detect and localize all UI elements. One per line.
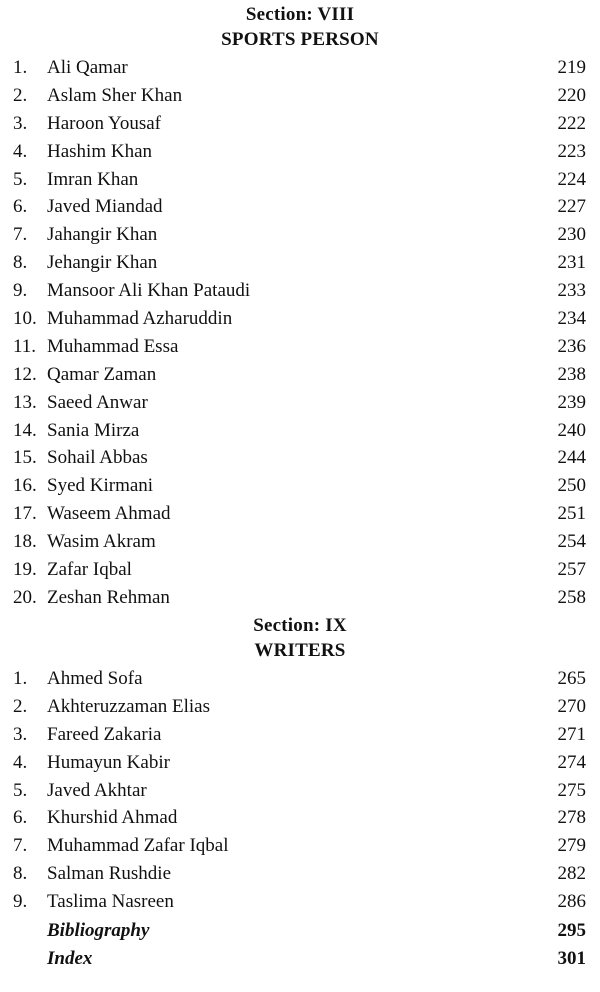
entry-page-number: 220 — [557, 84, 586, 106]
entry-number: 9. — [13, 891, 28, 913]
toc-entry — [0, 277, 600, 305]
entry-page-number: 244 — [557, 447, 586, 469]
toc-entry — [0, 665, 600, 693]
entry-name: Bibliography — [47, 920, 150, 941]
entry-number: 1. — [13, 668, 28, 689]
entry-number: 8. — [13, 863, 28, 885]
entry-page-number: 224 — [557, 168, 586, 190]
entry-page-number: 227 — [557, 196, 586, 218]
toc-entry — [0, 500, 600, 528]
toc-entry — [0, 721, 600, 749]
entry-name: Aslam Sher Khan — [47, 84, 183, 106]
entry-number: 5. — [13, 779, 28, 801]
entry-page-number: 270 — [557, 695, 586, 717]
entry-number: 3. — [13, 112, 28, 134]
entry-page-number: 257 — [557, 559, 586, 581]
entry-name: Imran Khan — [47, 168, 139, 190]
entry-number: 20. — [13, 586, 37, 608]
entry-name: Akhteruzzaman Elias — [47, 695, 211, 717]
entry-page-number: 254 — [557, 531, 586, 553]
entry-number: 5. — [13, 168, 28, 190]
entry-name: Sohail Abbas — [47, 447, 148, 469]
toc-entry — [0, 417, 600, 445]
entry-page-number: 301 — [557, 947, 586, 969]
toc-entry — [0, 138, 600, 166]
entry-page-number: 234 — [557, 308, 586, 330]
entry-name: Qamar Zaman — [47, 363, 157, 385]
section-8-list — [0, 54, 600, 612]
toc-entry — [0, 693, 600, 721]
entry-page-number: 240 — [557, 419, 586, 441]
entry-page-number: 231 — [557, 252, 586, 274]
toc-entry — [0, 305, 600, 333]
entry-name: Muhammad Zafar Iqbal — [47, 835, 229, 857]
entry-number: 8. — [13, 252, 28, 274]
entry-number: 14. — [13, 419, 37, 441]
entry-page-number: 279 — [557, 835, 586, 857]
entry-name: Taslima Nasreen — [47, 891, 174, 913]
toc-entry — [0, 82, 600, 110]
toc-entry — [0, 528, 600, 556]
section-9-heading: Section: IX — [253, 615, 347, 636]
entry-name: Javed Akhtar — [47, 779, 147, 801]
entry-number: 11. — [13, 335, 37, 357]
entry-number: 12. — [13, 363, 37, 385]
entry-number: 1. — [13, 57, 28, 78]
entry-number: 15. — [13, 447, 37, 469]
entry-page-number: 265 — [557, 668, 586, 689]
entry-page-number: 278 — [557, 807, 586, 829]
entry-number: 2. — [13, 695, 28, 717]
entry-page-number: 258 — [557, 586, 586, 608]
toc-entry — [0, 777, 600, 805]
entry-name: Ali Qamar — [47, 57, 128, 78]
entry-number: 2. — [13, 84, 28, 106]
entry-name: Mansoor Ali Khan Pataudi — [47, 280, 251, 302]
entry-number: 4. — [13, 140, 28, 162]
entry-name: Syed Kirmani — [47, 475, 154, 497]
back-matter-list — [0, 917, 600, 973]
entry-number: 9. — [13, 280, 28, 302]
entry-number: 4. — [13, 751, 28, 773]
entry-name: Zafar Iqbal — [47, 559, 132, 581]
entry-page-number: 238 — [557, 363, 586, 385]
toc-entry — [0, 945, 600, 973]
entry-name: Sania Mirza — [47, 419, 140, 441]
toc-entry — [0, 166, 600, 194]
entry-number: 19. — [13, 559, 37, 581]
entry-name: Index — [47, 947, 93, 969]
entry-page-number: 230 — [557, 224, 586, 246]
entry-page-number: 223 — [557, 140, 586, 162]
entry-page-number: 222 — [557, 112, 586, 134]
entry-name: Haroon Yousaf — [47, 112, 161, 134]
toc-entry — [0, 389, 600, 417]
entry-name: Hashim Khan — [47, 140, 153, 162]
entry-number: 3. — [13, 723, 28, 745]
entry-name: Wasim Akram — [47, 531, 156, 553]
entry-page-number: 236 — [557, 335, 586, 357]
entry-page-number: 295 — [557, 920, 586, 941]
entry-name: Javed Miandad — [47, 196, 163, 218]
entry-page-number: 239 — [557, 391, 586, 413]
entry-number: 18. — [13, 531, 37, 553]
toc-entry — [0, 54, 600, 82]
toc-entry — [0, 249, 600, 277]
entry-name: Zeshan Rehman — [47, 586, 170, 608]
toc-entry — [0, 832, 600, 860]
toc-entry — [0, 804, 600, 832]
entry-name: Salman Rushdie — [47, 863, 172, 885]
entry-number: 10. — [13, 308, 37, 330]
entry-page-number: 286 — [557, 891, 586, 913]
entry-number: 6. — [13, 196, 28, 218]
entry-name: Jehangir Khan — [47, 252, 158, 274]
entry-page-number: 251 — [557, 503, 586, 525]
entry-name: Ahmed Sofa — [47, 668, 143, 689]
section-8-heading: Section: VIII — [245, 4, 355, 25]
toc-entry — [0, 221, 600, 249]
entry-number: 17. — [13, 503, 37, 525]
toc-entry — [0, 749, 600, 777]
entry-page-number: 274 — [557, 751, 586, 773]
entry-page-number: 275 — [557, 779, 586, 801]
toc-entry — [0, 193, 600, 221]
entry-number: 7. — [13, 224, 28, 246]
entry-name: Waseem Ahmad — [47, 503, 171, 525]
toc-entry — [0, 556, 600, 584]
entry-page-number: 233 — [557, 280, 586, 302]
toc-entry — [0, 860, 600, 888]
section-9-title: WRITERS — [254, 640, 346, 661]
toc-entry — [0, 444, 600, 472]
entry-number: 16. — [13, 475, 37, 497]
toc-entry — [0, 888, 600, 916]
entry-number: 13. — [13, 391, 37, 413]
entry-name: Muhammad Azharuddin — [47, 308, 233, 330]
section-8-title: SPORTS PERSON — [221, 29, 379, 50]
entry-page-number: 271 — [557, 723, 586, 745]
entry-page-number: 282 — [557, 863, 586, 885]
entry-page-number: 250 — [557, 475, 586, 497]
entry-name: Saeed Anwar — [47, 391, 148, 413]
entry-number: 6. — [13, 807, 28, 829]
toc-entry — [0, 917, 600, 945]
toc-entry — [0, 333, 600, 361]
entry-number: 7. — [13, 835, 28, 857]
entry-name: Jahangir Khan — [47, 224, 158, 246]
section-9-list — [0, 665, 600, 916]
entry-name: Muhammad Essa — [47, 335, 179, 357]
entry-name: Fareed Zakaria — [47, 723, 162, 745]
toc-entry — [0, 584, 600, 612]
entry-page-number: 219 — [557, 57, 586, 78]
toc-entry — [0, 110, 600, 138]
entry-name: Humayun Kabir — [47, 751, 170, 773]
entry-name: Khurshid Ahmad — [47, 807, 178, 829]
toc-entry — [0, 361, 600, 389]
toc-entry — [0, 472, 600, 500]
